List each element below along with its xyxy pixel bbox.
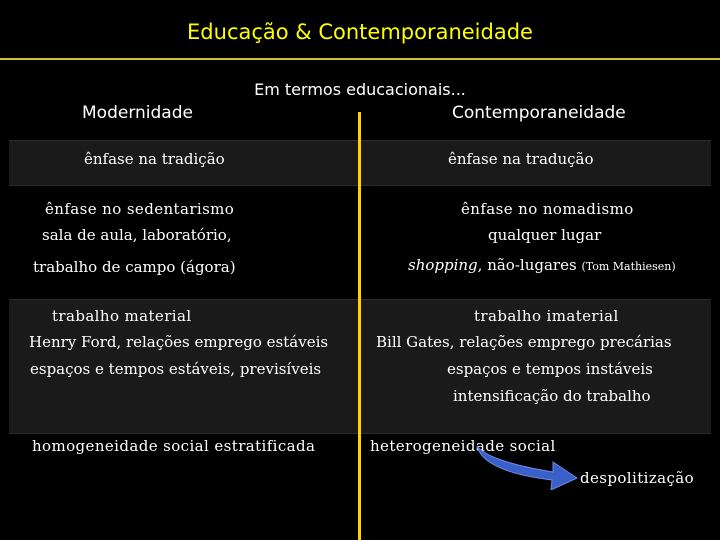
contemp-anywhere: qualquer lugar xyxy=(488,226,602,244)
contemp-social-heterogeneity: heterogeneidade social xyxy=(370,437,556,455)
slide-subtitle: Em termos educacionais... xyxy=(254,80,466,99)
contemp-nomadism: ênfase no nomadismo xyxy=(461,200,634,218)
contemp-work-intensification: intensificação do trabalho xyxy=(453,387,651,405)
column-divider xyxy=(358,112,361,540)
contemp-unstable-spaces: espaços e tempos instáveis xyxy=(447,360,653,378)
modern-social-homogeneity: homogeneidade social estratificada xyxy=(32,437,316,455)
contemp-immaterial-work: trabalho imaterial xyxy=(474,307,619,325)
modern-places-line2: trabalho de campo (ágora) xyxy=(33,258,236,276)
modern-places-line1: sala de aula, laboratório, xyxy=(42,226,232,244)
arrow-right-icon xyxy=(473,440,583,490)
title-divider xyxy=(0,58,720,60)
contemp-emphasis-translation: ênfase na tradução xyxy=(448,150,594,168)
contemp-non-places xyxy=(408,256,676,274)
contemp-gates-relations: Bill Gates, relações emprego precárias xyxy=(376,333,672,351)
slide-title: Educação & Contemporaneidade xyxy=(187,20,533,44)
shopping-word: shopping xyxy=(408,256,478,274)
modern-ford-relations: Henry Ford, relações emprego estáveis xyxy=(29,333,329,351)
right-column-heading: Contemporaneidade xyxy=(452,103,626,123)
mathiesen-citation: (Tom Mathiesen) xyxy=(581,260,676,273)
non-places-text: , não-lugares xyxy=(477,256,577,274)
modern-stable-spaces: espaços e tempos estáveis, previsíveis xyxy=(30,360,322,378)
modern-sedentarism: ênfase no sedentarismo xyxy=(45,200,235,218)
modern-emphasis-tradition: ênfase na tradição xyxy=(84,150,225,168)
left-column-heading: Modernidade xyxy=(82,103,193,123)
modern-material-work: trabalho material xyxy=(52,307,192,325)
contemp-depoliticization: despolitização xyxy=(580,469,695,487)
